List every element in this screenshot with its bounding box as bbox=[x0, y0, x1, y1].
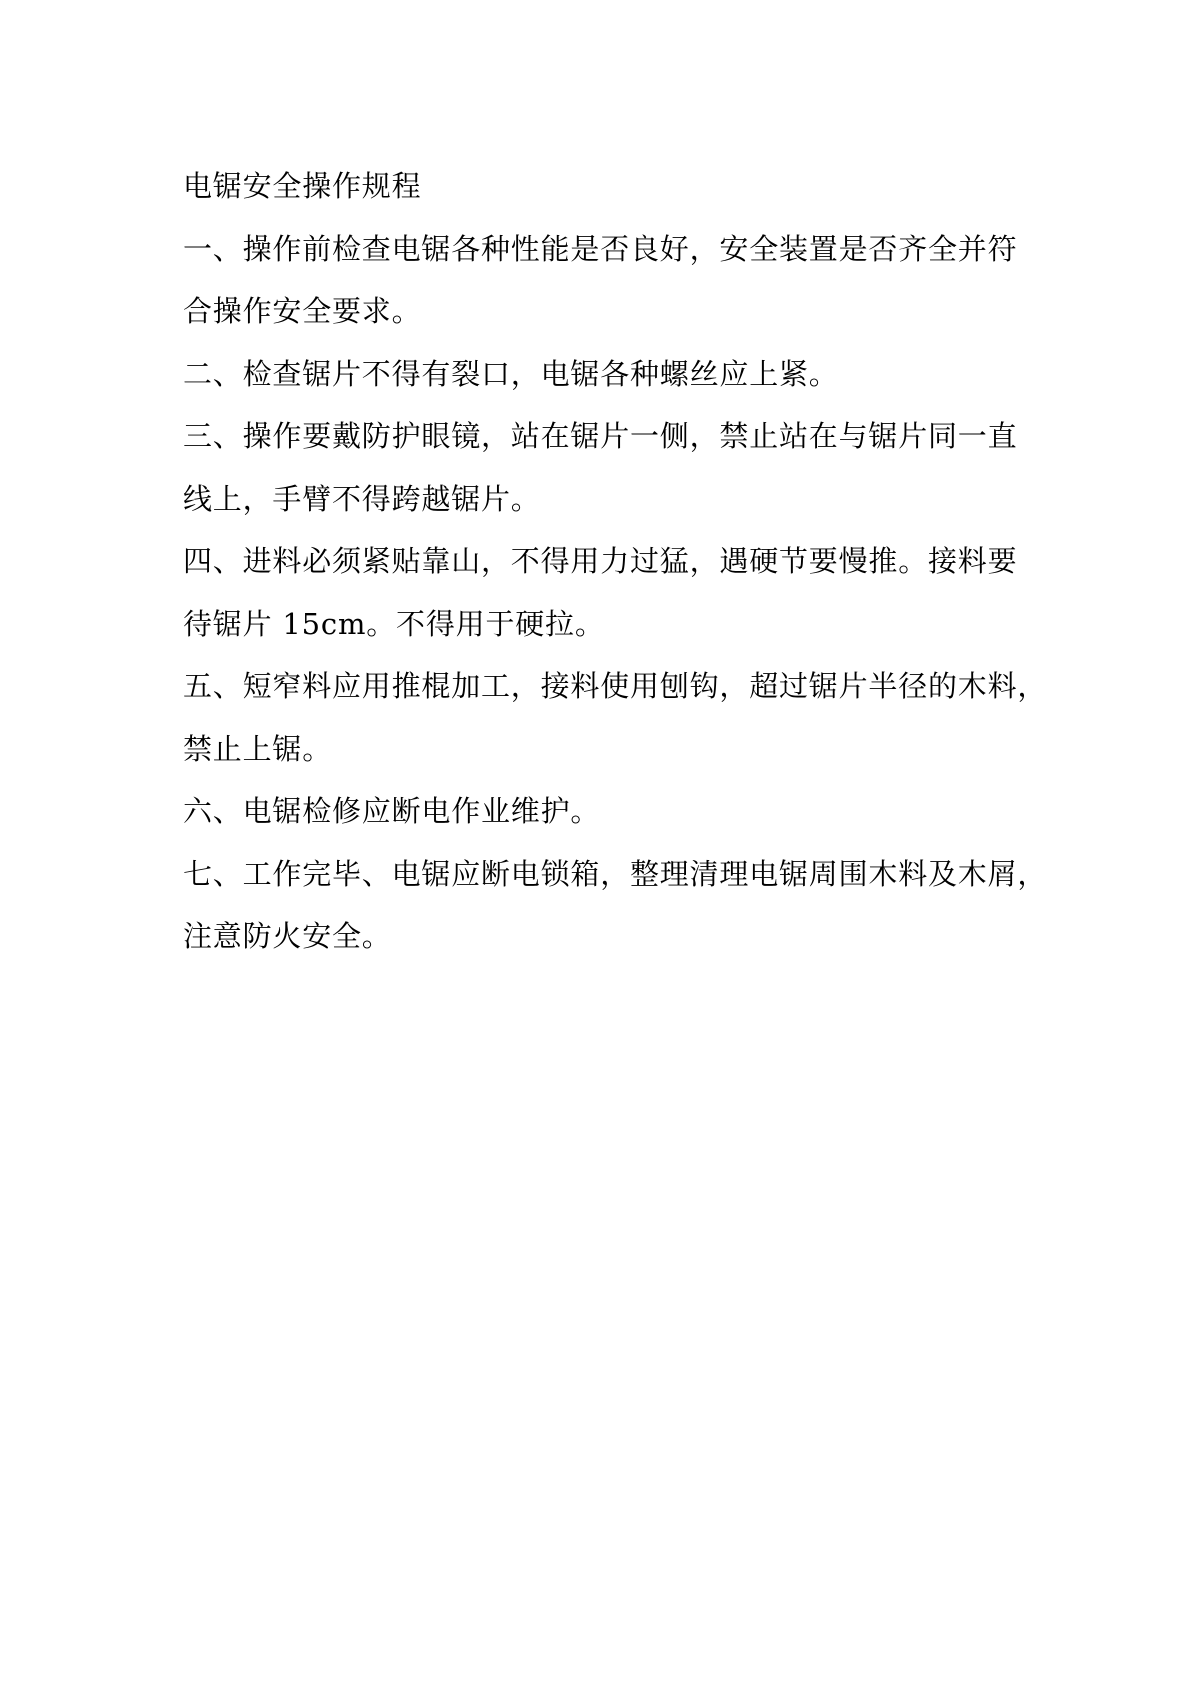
rule-paragraph-4 bbox=[183, 530, 1033, 655]
document-body bbox=[183, 155, 1048, 968]
rule-7-line-2: 注意防火安全。 bbox=[183, 919, 392, 953]
rule-paragraph-2 bbox=[183, 343, 1033, 406]
rule-5-line-2: 禁止上锯。 bbox=[183, 731, 333, 766]
rule-7-line-1: 七、工作完毕、电锯应断电锁箱，整理清理电锯周围木料及木屑， bbox=[183, 856, 1048, 891]
rule-1-line-1: 一、操作前检查电锯各种性能是否良好，安全装置是否齐全并符 bbox=[183, 231, 1018, 266]
rule-paragraph-3 bbox=[183, 405, 1033, 530]
rule-2-line-1: 二、检查锯片不得有裂口，电锯各种螺丝应上紧。 bbox=[183, 356, 839, 391]
rule-5-line-1: 五、短窄料应用推棍加工，接料使用刨钩，超过锯片半径的木料， bbox=[183, 669, 1048, 703]
rule-6-line-1: 六、电锯检修应断电作业维护。 bbox=[183, 794, 601, 828]
rule-4-line-2: 待锯片 15cm。不得用于硬拉。 bbox=[183, 606, 605, 641]
rule-1-line-2: 合操作安全要求。 bbox=[183, 294, 422, 328]
rule-paragraph-1 bbox=[183, 218, 1033, 343]
rule-paragraph-7 bbox=[183, 843, 1048, 968]
document-title: 电锯安全操作规程 bbox=[183, 169, 422, 203]
rule-paragraph-6 bbox=[183, 780, 1033, 843]
rule-3-line-2: 线上，手臂不得跨越锯片。 bbox=[183, 481, 541, 516]
rule-3-line-1: 三、操作要戴防护眼镜，站在锯片一侧，禁止站在与锯片同一直 bbox=[183, 419, 1018, 453]
rule-4-line-1: 四、进料必须紧贴靠山，不得用力过猛，遇硬节要慢推。接料要 bbox=[183, 544, 1018, 578]
rule-paragraph-5 bbox=[183, 655, 1048, 780]
